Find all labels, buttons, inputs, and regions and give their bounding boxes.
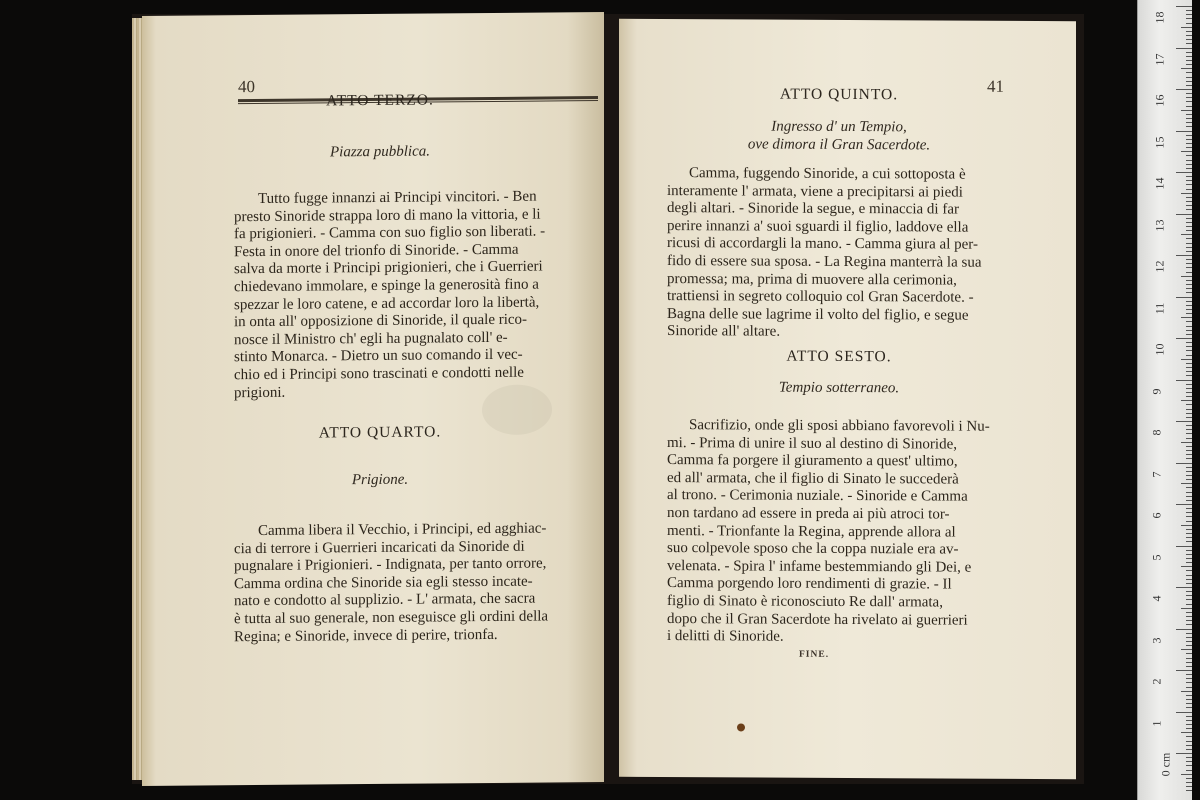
ruler-tick bbox=[1186, 263, 1192, 264]
text-line: perire innanzi a' suoi sguardi il figlio, laddove ella bbox=[667, 217, 969, 236]
ruler-tick bbox=[1181, 774, 1192, 775]
ruler-tick bbox=[1186, 624, 1192, 625]
ruler-tick bbox=[1186, 43, 1192, 44]
ruler-tick bbox=[1186, 703, 1192, 704]
ruler-tick bbox=[1186, 371, 1192, 372]
ruler-tick bbox=[1186, 433, 1192, 434]
ruler-tick bbox=[1186, 147, 1192, 148]
ruler-tick bbox=[1186, 321, 1192, 322]
text-line: velenata. - Spira l' infame bestemmiando gli Dei, e bbox=[667, 557, 972, 576]
ruler-tick bbox=[1176, 504, 1192, 505]
text-line: Camma libera il Vecchio, i Principi, ed agghiac- bbox=[258, 520, 547, 540]
text-line: prigioni. bbox=[234, 384, 286, 401]
ruler-tick bbox=[1181, 691, 1192, 692]
ruler-tick bbox=[1186, 280, 1192, 281]
ruler-number: 4 bbox=[1149, 595, 1164, 602]
ruler-tick bbox=[1186, 355, 1192, 356]
ruler-tick bbox=[1186, 612, 1192, 613]
ruler-tick bbox=[1176, 380, 1192, 381]
ruler-number: 6 bbox=[1149, 512, 1164, 519]
ruler-tick bbox=[1186, 97, 1192, 98]
ruler-tick bbox=[1186, 620, 1192, 621]
ruler-tick bbox=[1186, 209, 1192, 210]
text-line: fa prigionieri. - Camma con suo figlio son liberati. - bbox=[234, 223, 546, 243]
ruler-tick bbox=[1181, 525, 1192, 526]
text-line: figlio di Sinato è riconosciuto Re dall' armata, bbox=[667, 592, 943, 611]
ruler-number: 15 bbox=[1152, 136, 1167, 148]
ruler-tick bbox=[1186, 313, 1192, 314]
ruler-tick bbox=[1186, 101, 1192, 102]
ruler-tick bbox=[1186, 413, 1192, 414]
text-line: spezzar le loro catene, e ad accordar loro la libertà, bbox=[234, 294, 540, 313]
ruler-tick bbox=[1181, 276, 1192, 277]
ruler-tick bbox=[1186, 288, 1192, 289]
ruler-tick bbox=[1186, 467, 1192, 468]
ruler-tick bbox=[1186, 139, 1192, 140]
text-line: Camma, fuggendo Sinoride, a cui sottoposta è bbox=[689, 165, 966, 183]
ruler-tick bbox=[1186, 118, 1192, 119]
open-book bbox=[132, 14, 1084, 784]
ruler-tick bbox=[1186, 537, 1192, 538]
ruler-tick bbox=[1186, 114, 1192, 115]
ruler-number: 1 bbox=[1149, 720, 1164, 726]
ruler-tick bbox=[1186, 168, 1192, 169]
ruler-tick bbox=[1181, 566, 1192, 567]
ruler-tick bbox=[1186, 429, 1192, 430]
ruler-tick bbox=[1186, 226, 1192, 227]
ruler-tick bbox=[1186, 687, 1192, 688]
ruler-tick bbox=[1186, 790, 1192, 791]
ruler-tick bbox=[1186, 122, 1192, 123]
ruler-tick bbox=[1186, 367, 1192, 368]
ruler-tick bbox=[1186, 716, 1192, 717]
text-line: al trono. - Cerimonia nuziale. - Sinoride e Camma bbox=[667, 487, 968, 506]
paragraph-atto-quarto bbox=[234, 520, 596, 646]
ruler-tick bbox=[1186, 259, 1192, 260]
text-line: Camma fa porgere il giuramento a quest' ultimo, bbox=[667, 452, 958, 470]
ruler-tick bbox=[1176, 131, 1192, 132]
text-line: Bagna delle sue lagrime il volto del figlio, e segue bbox=[667, 305, 969, 324]
ruler-tick bbox=[1186, 425, 1192, 426]
ruler-tick bbox=[1186, 346, 1192, 347]
ruler-tick bbox=[1181, 732, 1192, 733]
ruler-number: 14 bbox=[1152, 177, 1167, 190]
ruler-tick bbox=[1186, 342, 1192, 343]
ruler-tick bbox=[1186, 529, 1192, 530]
ruler-tick bbox=[1186, 14, 1192, 15]
text-line: i delitti di Sinoride. bbox=[667, 628, 784, 645]
ruler-tick bbox=[1176, 546, 1192, 547]
ruler-tick bbox=[1186, 450, 1192, 451]
text-line: ricusi di accordargli la mano. - Camma giura al per- bbox=[667, 235, 978, 254]
ruler-tick bbox=[1186, 197, 1192, 198]
ruler-tick bbox=[1176, 753, 1192, 754]
ruler-tick bbox=[1186, 757, 1192, 758]
ruler-tick bbox=[1186, 251, 1192, 252]
ruler-tick bbox=[1186, 93, 1192, 94]
ruler-tick bbox=[1186, 10, 1192, 11]
ruler-tick bbox=[1186, 736, 1192, 737]
act-title-quarto: ATTO QUARTO. bbox=[318, 423, 442, 442]
text-line: Camma porgendo loro rendimenti di grazie. - Il bbox=[667, 575, 952, 593]
ruler-tick bbox=[1186, 363, 1192, 364]
ruler-tick bbox=[1186, 384, 1192, 385]
ruler-tick bbox=[1186, 475, 1192, 476]
ruler-tick bbox=[1186, 641, 1192, 642]
ruler-number: 17 bbox=[1152, 53, 1167, 65]
ruler-tick bbox=[1186, 616, 1192, 617]
ruler-number: 3 bbox=[1149, 637, 1164, 643]
ruler-tick bbox=[1186, 512, 1192, 513]
ruler-tick bbox=[1186, 637, 1192, 638]
ruler-tick bbox=[1186, 155, 1192, 156]
ruler-tick bbox=[1186, 678, 1192, 679]
ruler-tick bbox=[1186, 554, 1192, 555]
text-line: non tardano ad essere in preda ai più atroci tor- bbox=[667, 505, 950, 523]
ruler-tick bbox=[1186, 579, 1192, 580]
ruler-tick bbox=[1186, 674, 1192, 675]
paragraph-atto-terzo bbox=[234, 188, 596, 402]
ruler-tick bbox=[1186, 160, 1192, 161]
ruler-tick bbox=[1186, 81, 1192, 82]
scene-line: ove dimora il Gran Sacerdote. bbox=[747, 136, 931, 154]
ruler-tick bbox=[1186, 18, 1192, 19]
ruler-tick bbox=[1181, 608, 1192, 609]
ruler-tick bbox=[1186, 201, 1192, 202]
ruler-tick bbox=[1186, 786, 1192, 787]
ruler-tick bbox=[1181, 193, 1192, 194]
text-line: interamente l' armata, viene a precipitarsi ai piedi bbox=[667, 182, 963, 201]
ruler-tick bbox=[1186, 479, 1192, 480]
ruler-tick bbox=[1181, 68, 1192, 69]
ruler-tick bbox=[1176, 214, 1192, 215]
text-line: Regina; e Sinoride, invece di perire, trionfa. bbox=[234, 626, 498, 645]
left-page bbox=[142, 12, 604, 786]
text-line: dopo che il Gran Sacerdote ha rivelato ai guerrieri bbox=[667, 610, 968, 629]
ruler-tick bbox=[1186, 633, 1192, 634]
ruler-tick bbox=[1186, 388, 1192, 389]
text-line: degli altari. - Sinoride la segue, e minaccia di far bbox=[667, 200, 959, 218]
ruler-tick bbox=[1181, 442, 1192, 443]
right-page bbox=[619, 19, 1076, 779]
ruler-tick bbox=[1186, 272, 1192, 273]
ruler-tick bbox=[1186, 728, 1192, 729]
scene-line: Ingresso d' un Tempio, bbox=[771, 118, 907, 136]
act-title-quinto: ATTO QUINTO. bbox=[779, 85, 899, 104]
ruler-tick bbox=[1186, 85, 1192, 86]
paragraph-atto-sesto bbox=[667, 417, 1027, 648]
ruler-tick bbox=[1176, 463, 1192, 464]
ruler-tick bbox=[1186, 653, 1192, 654]
ruler-tick bbox=[1186, 516, 1192, 517]
scene-prigione: Prigione. bbox=[351, 471, 409, 489]
ruler-number: 5 bbox=[1149, 554, 1164, 560]
ruler-tick bbox=[1186, 230, 1192, 231]
ruler-tick bbox=[1186, 662, 1192, 663]
ruler-tick bbox=[1186, 392, 1192, 393]
text-line: Sinoride all' altare. bbox=[667, 323, 781, 340]
text-line: suo colpevole sposo che la coppa nuziale era av- bbox=[667, 540, 959, 558]
text-line: Tutto fugge innanzi ai Principi vincitori. - Ben bbox=[258, 188, 537, 208]
ruler-tick bbox=[1186, 176, 1192, 177]
ruler-tick bbox=[1186, 409, 1192, 410]
ruler-tick bbox=[1181, 234, 1192, 235]
text-line: in onta all' opposizione di Sinoride, il quale rico- bbox=[234, 311, 528, 331]
ruler-tick bbox=[1186, 707, 1192, 708]
text-line: cia di terrore i Guerrieri incaricati da Sinoride di bbox=[234, 538, 525, 557]
ruler-tick bbox=[1186, 326, 1192, 327]
ruler-tick bbox=[1186, 23, 1192, 24]
ruler-tick bbox=[1176, 670, 1192, 671]
text-line: pugnalare i Prigionieri. - Indignata, per tanto orrore, bbox=[234, 555, 547, 575]
ruler-tick bbox=[1186, 508, 1192, 509]
ruler-tick bbox=[1186, 35, 1192, 36]
ruler-tick bbox=[1186, 243, 1192, 244]
ruler-tick bbox=[1186, 699, 1192, 700]
ruler-tick bbox=[1181, 359, 1192, 360]
ruler-tick bbox=[1186, 52, 1192, 53]
text-line: fido di essere sua sposa. - La Regina manterrà la sua bbox=[667, 253, 982, 271]
ruler-tick bbox=[1186, 284, 1192, 285]
text-line: menti. - Trionfante la Regina, apprende allora al bbox=[667, 522, 956, 541]
ruler-tick bbox=[1186, 471, 1192, 472]
ruler-tick bbox=[1186, 695, 1192, 696]
ruler-tick bbox=[1176, 6, 1192, 7]
ruler-number: 7 bbox=[1149, 471, 1164, 477]
ruler-tick bbox=[1186, 496, 1192, 497]
text-line: Festa in onore del trionfo di Sinoride. - Camma bbox=[234, 241, 519, 260]
ruler-tick bbox=[1176, 172, 1192, 173]
text-line: Camma ordina che Sinoride sia egli stesso incate- bbox=[234, 573, 533, 592]
ruler-tick bbox=[1186, 305, 1192, 306]
ruler-tick bbox=[1181, 400, 1192, 401]
text-line: salva da morte i Principi prigionieri, che i Guerrieri bbox=[234, 258, 543, 278]
ruler-tick bbox=[1186, 334, 1192, 335]
ruler-tick bbox=[1186, 658, 1192, 659]
ruler-tick bbox=[1186, 541, 1192, 542]
ruler-tick bbox=[1176, 255, 1192, 256]
ruler-tick bbox=[1186, 778, 1192, 779]
ruler-tick bbox=[1186, 500, 1192, 501]
ruler-tick bbox=[1181, 27, 1192, 28]
measuring-ruler bbox=[1137, 0, 1192, 800]
ruler-tick bbox=[1186, 666, 1192, 667]
act-title-sesto: ATTO SESTO. bbox=[786, 347, 892, 366]
ruler-tick bbox=[1186, 77, 1192, 78]
page-number-right: 41 bbox=[987, 76, 1004, 96]
ruler-tick bbox=[1186, 404, 1192, 405]
ruler-tick bbox=[1186, 770, 1192, 771]
ruler-tick bbox=[1186, 56, 1192, 57]
ruler-tick bbox=[1186, 72, 1192, 73]
text-line: Sacrifizio, onde gli sposi abbiano favorevoli i Nu- bbox=[689, 417, 990, 435]
ruler-tick bbox=[1186, 292, 1192, 293]
ruler-tick bbox=[1186, 558, 1192, 559]
ruler-tick bbox=[1186, 575, 1192, 576]
ruler-tick bbox=[1186, 724, 1192, 725]
ruler-number: 0 cm bbox=[1158, 752, 1173, 777]
paragraph-atto-quinto bbox=[667, 165, 1027, 343]
ruler-tick bbox=[1186, 330, 1192, 331]
ruler-number: 8 bbox=[1149, 429, 1164, 436]
ruler-tick bbox=[1186, 599, 1192, 600]
ruler-tick bbox=[1186, 247, 1192, 248]
text-line: chiedevano immolare, e spinge la generosità fino a bbox=[234, 276, 539, 296]
ruler-tick bbox=[1186, 604, 1192, 605]
ruler-number: 18 bbox=[1152, 11, 1167, 24]
ruler-tick bbox=[1186, 396, 1192, 397]
text-line: trattiensi in segreto colloquio col Gran Sacerdote. - bbox=[667, 288, 974, 306]
end-mark: FINE. bbox=[799, 649, 830, 660]
text-line: ed all' armata, che il figlio di Sinato le succederà bbox=[667, 469, 959, 488]
ruler-tick bbox=[1186, 350, 1192, 351]
ruler-tick bbox=[1186, 446, 1192, 447]
ruler-tick bbox=[1186, 417, 1192, 418]
ruler-tick bbox=[1186, 189, 1192, 190]
scene-ingresso-tempio bbox=[619, 117, 1059, 155]
ruler-tick bbox=[1186, 595, 1192, 596]
ruler-tick bbox=[1186, 487, 1192, 488]
ruler-tick bbox=[1186, 682, 1192, 683]
act-title-terzo: ATTO TERZO. bbox=[326, 91, 434, 110]
ruler-tick bbox=[1186, 135, 1192, 136]
ruler-tick bbox=[1186, 31, 1192, 32]
ruler-tick bbox=[1176, 297, 1192, 298]
text-line: promessa; ma, prima di muovere alla cerimonia, bbox=[667, 270, 957, 289]
ruler-tick bbox=[1186, 492, 1192, 493]
ruler-tick bbox=[1186, 205, 1192, 206]
ruler-tick bbox=[1186, 454, 1192, 455]
ruler-tick bbox=[1186, 438, 1192, 439]
ruler-tick bbox=[1186, 218, 1192, 219]
ruler-tick bbox=[1186, 60, 1192, 61]
ruler-number: 16 bbox=[1152, 94, 1167, 107]
ruler-tick bbox=[1176, 338, 1192, 339]
ruler-tick bbox=[1186, 550, 1192, 551]
ruler-tick bbox=[1186, 39, 1192, 40]
text-line: è tutta al suo generale, non eseguisce gli ordini della bbox=[234, 608, 549, 628]
ruler-tick bbox=[1186, 238, 1192, 239]
ruler-tick bbox=[1186, 765, 1192, 766]
text-line: presto Sinoride strappa loro di mano la vittoria, e li bbox=[234, 206, 541, 225]
ruler-number: 11 bbox=[1152, 302, 1167, 314]
scene-tempio-sotterraneo: Tempio sotterraneo. bbox=[778, 379, 900, 397]
ruler-tick bbox=[1176, 48, 1192, 49]
ruler-tick bbox=[1181, 649, 1192, 650]
ruler-tick bbox=[1186, 521, 1192, 522]
ruler-tick bbox=[1186, 745, 1192, 746]
ruler-tick bbox=[1181, 483, 1192, 484]
ruler-tick bbox=[1176, 587, 1192, 588]
ruler-tick bbox=[1186, 458, 1192, 459]
ruler-tick bbox=[1186, 645, 1192, 646]
text-line: stinto Monarca. - Dietro un suo comando il vec- bbox=[234, 347, 523, 366]
ruler-tick bbox=[1186, 782, 1192, 783]
text-line: mi. - Prima di unire il suo al destino di Sinoride, bbox=[667, 434, 957, 453]
ruler-tick bbox=[1186, 184, 1192, 185]
ruler-tick bbox=[1186, 570, 1192, 571]
ruler-tick bbox=[1186, 562, 1192, 563]
scene-piazza: Piazza pubblica. bbox=[330, 143, 430, 161]
ruler-tick bbox=[1186, 309, 1192, 310]
ruler-tick bbox=[1176, 712, 1192, 713]
ruler-tick bbox=[1186, 761, 1192, 762]
ruler-tick bbox=[1186, 267, 1192, 268]
ruler-number: 9 bbox=[1149, 388, 1164, 394]
ruler-tick bbox=[1181, 317, 1192, 318]
ruler-tick bbox=[1186, 164, 1192, 165]
ruler-tick bbox=[1186, 533, 1192, 534]
ruler-tick bbox=[1186, 749, 1192, 750]
ruler-tick bbox=[1186, 180, 1192, 181]
ruler-tick bbox=[1176, 421, 1192, 422]
ruler-number: 13 bbox=[1152, 219, 1167, 231]
ink-spot bbox=[737, 723, 745, 731]
ruler-tick bbox=[1186, 741, 1192, 742]
ruler-tick bbox=[1186, 126, 1192, 127]
ruler-tick bbox=[1186, 64, 1192, 65]
ruler-number: 12 bbox=[1152, 260, 1167, 273]
ruler-tick bbox=[1186, 720, 1192, 721]
ruler-tick bbox=[1186, 591, 1192, 592]
text-line: nato e condotto al supplizio. - L' armata, che sacra bbox=[234, 590, 536, 610]
text-line: nosce il Ministro ch' egli ha pugnalato coll' e- bbox=[234, 329, 508, 348]
ruler-tick bbox=[1186, 106, 1192, 107]
ruler-tick bbox=[1186, 301, 1192, 302]
ruler-tick bbox=[1186, 583, 1192, 584]
ruler-tick bbox=[1186, 222, 1192, 223]
ruler-tick bbox=[1186, 375, 1192, 376]
text-line: chio ed i Principi sono trascinati e condotti nelle bbox=[234, 364, 524, 384]
page-number-left: 40 bbox=[238, 77, 255, 97]
ruler-tick bbox=[1176, 629, 1192, 630]
ruler-number: 10 bbox=[1152, 343, 1167, 356]
ruler-number: 2 bbox=[1149, 678, 1164, 685]
ruler-tick bbox=[1181, 110, 1192, 111]
ruler-tick bbox=[1176, 89, 1192, 90]
ruler-tick bbox=[1181, 151, 1192, 152]
ruler-tick bbox=[1186, 143, 1192, 144]
